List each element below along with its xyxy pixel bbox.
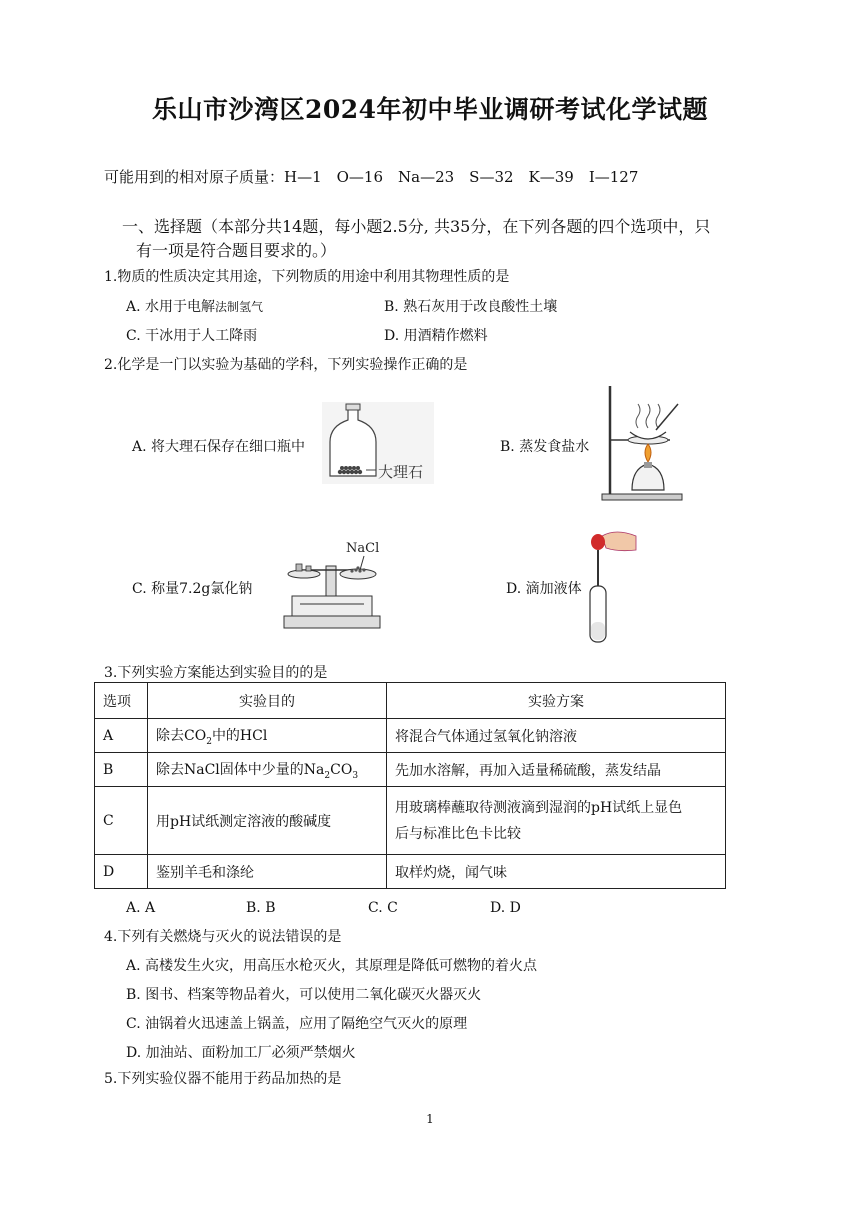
row-option: C — [95, 787, 148, 855]
q4-option-c: C. 油锅着火迅速盖上锅盖，应用了隔绝空气灭火的原理 — [126, 1016, 468, 1032]
plan-line: 用玻璃棒蘸取待测液滴到湿润的pH试纸上显色 — [395, 799, 683, 816]
row-plan — [387, 787, 726, 855]
section-heading-line1: 一、选择题（本部分共14题，每小题2.5分, 共35分，在下列各题的四个选项中，只 — [122, 217, 711, 236]
q2-option-d: D. 滴加液体 — [506, 581, 582, 597]
goal-subscript: 2 — [206, 736, 212, 747]
q3-table — [94, 682, 726, 889]
goal-subscript: 2 — [324, 770, 331, 781]
q3-choice-a: A. A — [126, 900, 156, 916]
balance-figure — [280, 536, 384, 632]
goal-text: 除去CO — [156, 727, 207, 744]
q1-option-a-main: A. 水用于电解 — [126, 299, 216, 315]
goal-text: 中的HCl — [211, 727, 268, 744]
q2-option-a: A. 将大理石保存在细口瓶中 — [132, 439, 306, 455]
q4-option-a: A. 高楼发生火灾，用高压水枪灭火，其原理是降低可燃物的着火点 — [126, 958, 538, 974]
q1-stem: 1.物质的性质决定其用途，下列物质的用途中利用其物理性质的是 — [104, 269, 510, 285]
table-header-row — [95, 683, 726, 719]
q2-option-c: C. 称量7.2g氯化钠 — [132, 581, 253, 597]
table-row — [95, 787, 726, 855]
dropper-figure — [582, 526, 638, 646]
q4-stem: 4.下列有关燃烧与灭火的说法错误的是 — [104, 929, 342, 945]
row-option: B — [95, 753, 148, 787]
plan-line: 后与标准比色卡比较 — [395, 825, 521, 842]
q1-option-c: C. 干冰用于人工降雨 — [126, 328, 258, 344]
row-goal — [148, 753, 387, 787]
q1-option-a — [126, 296, 263, 316]
table-row — [95, 719, 726, 753]
goal-text: CO — [330, 761, 353, 778]
row-plan: 先加水溶解，再加入适量稀硫酸，蒸发结晶 — [387, 753, 726, 787]
header-option: 选项 — [95, 683, 148, 719]
q3-choice-d: D. D — [490, 900, 521, 916]
q5-stem: 5.下列实验仪器不能用于药品加热的是 — [104, 1071, 342, 1087]
reagent-bottle-figure — [322, 402, 434, 484]
q2-option-b: B. 蒸发食盐水 — [500, 439, 590, 455]
row-goal — [148, 719, 387, 753]
q1-option-a-small: 法制氢气 — [215, 300, 264, 314]
header-goal: 实验目的 — [148, 683, 387, 719]
row-option: D — [95, 855, 148, 889]
row-goal: 用pH试纸测定溶液的酸碱度 — [148, 787, 387, 855]
page-number: 1 — [426, 1112, 434, 1126]
header-plan: 实验方案 — [387, 683, 726, 719]
q4-option-d: D. 加油站、面粉加工厂必须严禁烟火 — [126, 1045, 356, 1061]
row-goal: 鉴别羊毛和涤纶 — [148, 855, 387, 889]
evaporation-figure — [598, 382, 690, 502]
goal-text: 除去NaCl固体中少量的Na — [156, 761, 325, 778]
q1-option-b: B. 熟石灰用于改良酸性土壤 — [384, 299, 558, 315]
bottle-label: 大理石 — [378, 463, 424, 481]
table-row — [95, 753, 726, 787]
row-plan: 将混合气体通过氢氧化钠溶液 — [387, 719, 726, 753]
balance-label: NaCl — [346, 541, 380, 556]
q1-option-d: D. 用酒精作燃料 — [384, 328, 488, 344]
q3-choice-c: C. C — [368, 900, 398, 916]
page-title: 乐山市沙湾区2024年初中毕业调研考试化学试题 — [151, 95, 709, 124]
atomic-masses: 可能用到的相对原子质量：H—1 O—16 Na—23 S—32 K—39 I—127 — [104, 168, 639, 186]
q3-choice-b: B. B — [246, 900, 276, 916]
section-heading-line2: 有一项是符合题目要求的。） — [136, 241, 337, 260]
q2-stem: 2.化学是一门以实验为基础的学科，下列实验操作正确的是 — [104, 357, 468, 373]
q4-option-b: B. 图书、档案等物品着火，可以使用二氧化碳灭火器灭火 — [126, 987, 482, 1003]
row-plan: 取样灼烧，闻气味 — [387, 855, 726, 889]
goal-subscript: 3 — [352, 770, 359, 781]
table-row — [95, 855, 726, 889]
row-option: A — [95, 719, 148, 753]
q3-stem: 3.下列实验方案能达到实验目的的是 — [104, 665, 328, 681]
